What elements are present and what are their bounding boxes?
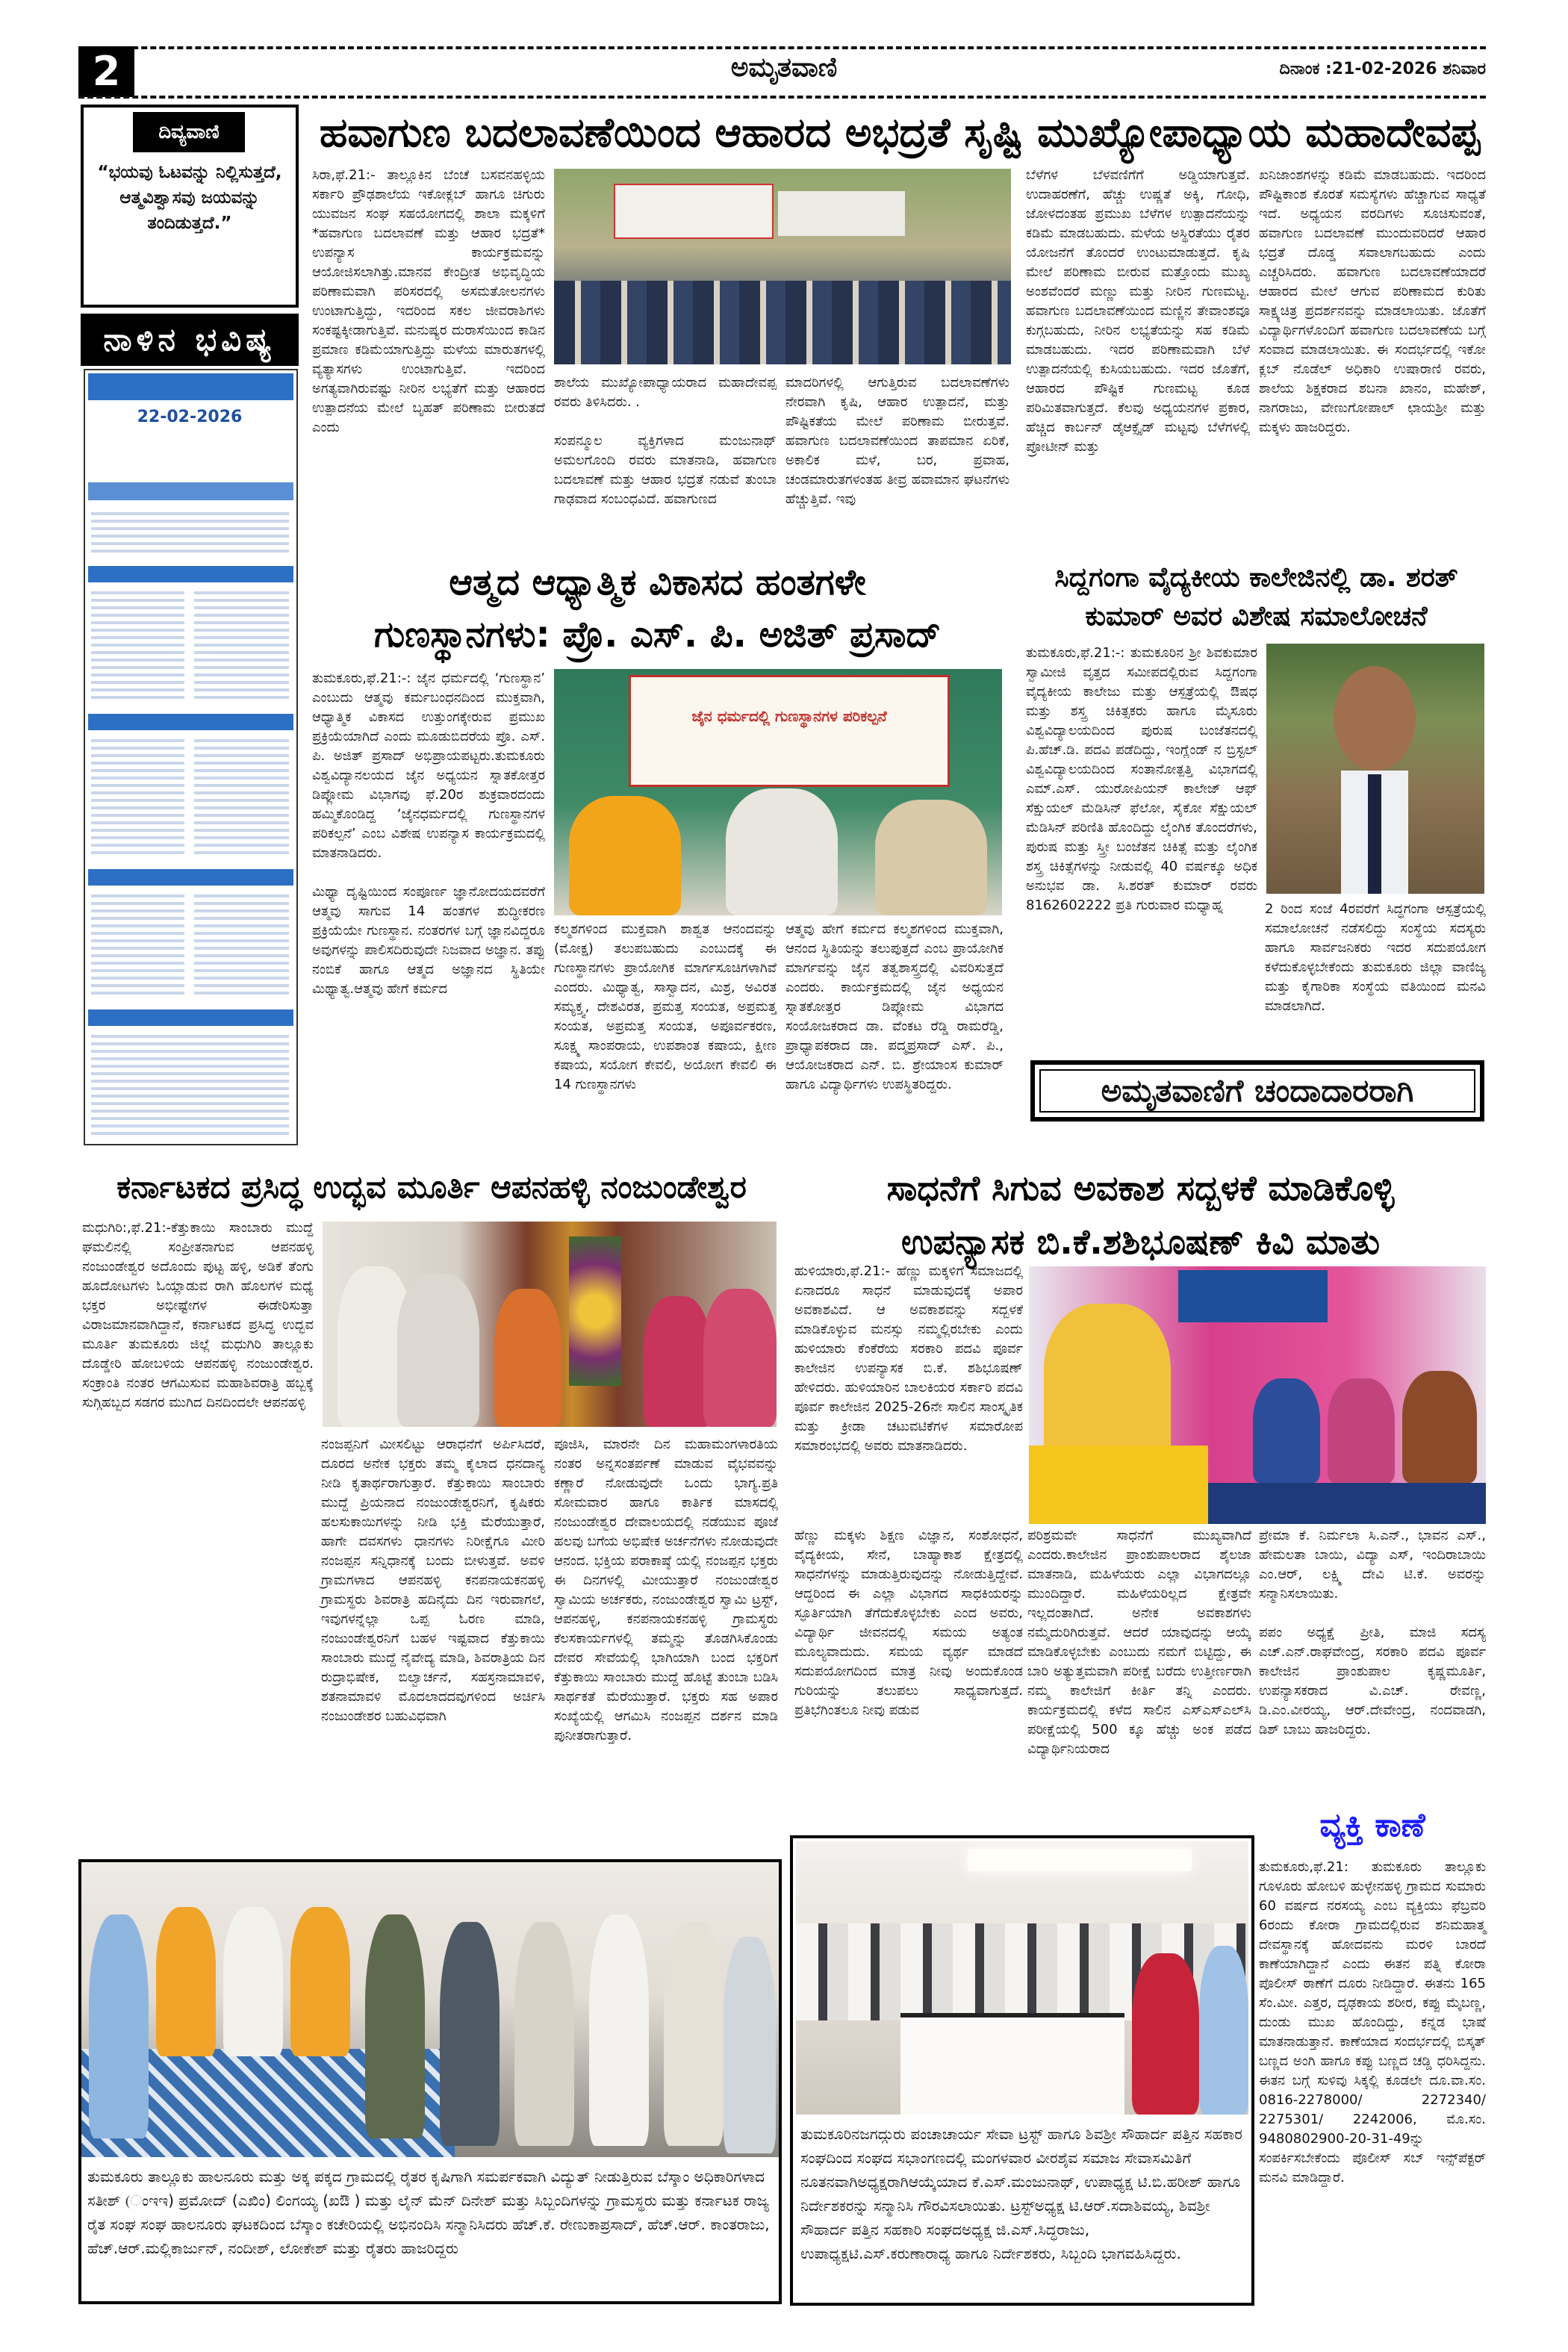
divyavani-box (81, 105, 299, 308)
paragraph: 2 ರಿಂದ ಸಂಜೆ 4ರವರೆಗೆ ಸಿದ್ಧಗಂಗಾ ಆಸ್ಪತ್ರೆಯಲ್ಲಿ ಸಮಾಲೋಚನೆ ನಡೆಸಲಿದ್ದು ಸಂಸ್ಥೆಯ ಸದಸ್ಯರು ಹಾಗೂ ಸಾರ್ವಜನಿಕರು ಇದರ ಸದುಪಯೋಗ ಕಳೆದುಕೊಳ್ಳಬೇಕೆಂದು ತುಮಕೂರು ಜಿಲ್ಲಾ ವಾಣಿಜ್ಯ ಮತ್ತು ಕೈಗಾರಿಕಾ ಸಂಸ್ಥೆಯ ವತಿಯಿಂದ ಮನವಿ ಮಾಡಲಾಗಿದೆ. (1265, 901, 1486, 1014)
headline-line: ಸಾಧನೆಗೆ ಸಿಗುವ ಅವಕಾಶ ಸದ್ಬಳಕೆ ಮಾಡಿಕೊಳ್ಳಿ (886, 1168, 1395, 1208)
jain-photo (554, 669, 1002, 915)
headline-line: ಗುಣಸ್ಥಾನಗಳು: ಪ್ರೊ. ಎಸ್. ಪಿ. ಅಜಿತ್ ಪ್ರಸಾದ್ (373, 614, 942, 656)
doctor-col-2 (1265, 900, 1486, 1016)
table (1208, 1483, 1486, 1524)
page-number: 2 (78, 46, 134, 97)
paragraph: ಮಧುಗಿರಿ:,ಫೆ.21:-ಕೆತ್ತುಕಾಯಿ ಸಾಂಬಾರು ಮುದ್ದೆ ಘಮಲಿನಲ್ಲಿ ಸಂಪ್ರೀತನಾಗುವ ಆಪನಹಳ್ಳಿ ನಂಜುಂಡೇಶ್ವರ ಅದೊಂದು ಪುಟ್ಟ ಹಳ್ಳಿ, ಅಡಿಕೆ ತೆಂಗು ಹೂದೋಟಗಳು ಓಯ್ಲಾಡುವ ರಾಗಿ ಹೊಲಗಳ ಮಧ್ಯೆ ಭಕ್ತರ ಅಭೀಷ್ಟೇಗಳ ಈಡೇರಿಸುತ್ತಾ ವಿರಾಜಮಾನವಾಗಿದ್ದಾನೆ, ಕರ್ನಾಟಕದ ಪ್ರಸಿದ್ಧ ಉದ್ಭವ ಮೂರ್ತಿ ತುಮಕೂರು ಜಿಲ್ಲೆ ಮಧುಗಿರಿ ತಾಲ್ಲೂಕು ದೊಡ್ಡೇರಿ ಹೋಬಳಿಯ ಆಪನಹಳ್ಳಿ ನಂಜುಂಡೇಶ್ವರ. ಸಂಕ್ರಾಂತಿ ನಂತರ ಆಗಮಿಸುವ ಮಹಾಶಿವರಾತ್ರಿ ಹಬ್ಬಕ್ಕೆ ಸುಗ್ಗಿಹಬ್ಬದ ಸಡಗರ ಮುಗಿದ ದಿನದಿಂದಲೇ ಆಪನಹಳ್ಳಿ (82, 1220, 314, 1410)
paragraph: ಕಲ್ಮಶಗಳಿಂದ ಮುಕ್ತವಾಗಿ ಶಾಶ್ವತ ಆನಂದವನ್ನು (ಮೋಕ್ಷ) ತಲುಪಬಹುದು ಎಂಬುದಕ್ಕೆ ಈ ಗುಣಸ್ಥಾನಗಳು ಪ್ರಾಯೋಗಿಕ ಮಾರ್ಗಸೂಚಿಗಳಾಗಿವೆ ಎಂದರು. ಮಿಥ್ಯಾತ್ವ, ಸಾಸ್ವಾದನ, ಮಿಶ್ರ, ಅವಿರತ ಸಮ್ಯಕ್ತ್ವ, ದೇಶವಿರತ, ಪ್ರಮತ್ತ ಸಂಯತ, ಅಪ್ರಮತ್ತ ಸಂಯತ, ಅಪ್ರಮತ್ತ ಸಂಯತ, ಅಪೂರ್ವಕರಣ, ಸೂಕ್ಷ್ಮ ಸಾಂಪರಾಯ, ಉಪಶಾಂತ ಕಷಾಯ, ಕ್ಷೀಣ ಕಷಾಯ, ಸಯೋಗ ಕೇವಲಿ, ಅಯೋಗ ಕೇವಲಿ ಈ 14 ಗುಣಸ್ಥಾನಗಳು (554, 921, 777, 1092)
temple-col-3 (554, 1435, 778, 1746)
headline-line: ಆತ್ಮದ ಆಧ್ಯಾತ್ಮಿಕ ವಿಕಾಸದ ಹಂತಗಳೇ (449, 561, 866, 603)
headline-missing-person: ವ್ಯಕ್ತಿ ಕಾಣೆ (1319, 1806, 1425, 1844)
person (1132, 1953, 1199, 2115)
paragraph: ತುಮಕೂರು,ಫೆ.21:-: ತುಮಕೂರಿನ ಶ್ರೀ ಶಿವಕುಮಾರ ಸ್ವಾಮೀಜಿ ವೃತ್ತದ ಸಮೀಪದಲ್ಲಿರುವ ಸಿದ್ದಗಂಗಾ ವೈದ್ಯಕೀಯ ಕಾಲೇಜು ಮತ್ತು ಆಸ್ಪತ್ರೆಯಲ್ಲಿ ಔಷಧ ಮತ್ತು ಶಸ್ತ್ರ ಚಿಕಿತ್ಸಕರು ಹಾಗೂ ಮೈಸೂರು ವಿಶ್ವವಿದ್ಯಾಲಯದಿಂದ ಪುರುಷ ಬಂಜೆತನದಲ್ಲಿ ಪಿ.ಹೆಚ್.ಡಿ. ಪದವಿ ಪಡೆದಿದ್ದು, ಇಂಗ್ಲೆಂಡ್ ನ ಬ್ರಿಸ್ಟಲ್ ವಿಶ್ವವಿದ್ಯಾಲಯದಿಂದ ಸಂತಾನೋತ್ಪತ್ತಿ ವಿಭಾಗದಲ್ಲಿ ಎಮ್.ಎಸ್. ಯುರೋಪಿಯನ್ ಕಾಲೇಜ್ ಆಫ್ ಸೆಕ್ಷುಯಲ್ ಮೆಡಿಸಿನ್ ಫೆಲೋ, ಸೈಕೋ ಸೆಕ್ಷುಯಲ್ ಮೆಡಿಸಿನ್ ಪರಿಣಿತಿ ಹೊಂದಿದ್ದು ಲೈಂಗಿಕ ತೊಂದರೆಗಳು, ಪುರುಷ ಮತ್ತು ಸ್ತ್ರೀ ಬಂಜೆತನ ಚಿಕಿತ್ಸೆ ಮತ್ತು ಲೈಂಗಿಕ ಶಸ್ತ್ರ ಚಿಕಿತ್ಸೆಗಳನ್ನು ನೀಡುವಲ್ಲಿ 40 ವರ್ಷಕ್ಕೂ ಅಧಿಕ ಅನುಭವ ಡಾ. ಸಿ.ಶರತ್ ಕುಮಾರ್ ರವರು 8162602222 ಪ್ರತಿ ಗುರುವಾರ ಮಧ್ಯಾಹ್ನ (1026, 645, 1257, 913)
paragraph: ಆತ್ಮವು ಹೇಗೆ ಕರ್ಮದ ಕಲ್ಮಶಗಳಿಂದ ಮುಕ್ತವಾಗಿ, ಆನಂದ ಸ್ಥಿತಿಯನ್ನು ತಲುಪುತ್ತದೆ ಎಂಬ ಪ್ರಾಯೋಗಿಕ ಮಾರ್ಗವನ್ನು ಜೈನ ತತ್ವಶಾಸ್ತ್ರದಲ್ಲಿ ವಿವರಿಸುತ್ತದೆ ಎಂದರು. ಕಾರ್ಯಕ್ರಮದಲ್ಲಿ ಜೈನ ಅಧ್ಯಯನ ಸ್ನಾತಕೋತ್ತರ ಡಿಪ್ಲೋಮ ವಿಭಾಗದ ಸಂಯೋಜಕರಾದ ಡಾ. ವೆಂಕಟ ರೆಡ್ಡಿ ರಾಮರೆಡ್ಡಿ, ಪ್ರಾಧ್ಯಾಪಕರಾದ ಡಾ. ಪದ್ಮಪ್ರಸಾದ್ ಎಸ್. ಪಿ., ಆಯೋಜಕರಾದ ಎನ್. ಬಿ. ಶ್ರೇಯಾಂಸ ಕುಮಾರ್ ಹಾಗೂ ವಿದ್ಯಾರ್ಥಿಗಳು ಉಪಸ್ಥಿತರಿದ್ದರು. (785, 921, 1004, 1092)
person (1199, 1946, 1248, 2115)
temple-col-2 (321, 1435, 545, 1726)
person (397, 1274, 479, 1427)
college-col-2 (794, 1526, 1023, 1720)
headline-climate: ಹವಾಗುಣ ಬದಲಾವಣೆಯಿಂದ ಆಹಾರದ ಅಭದ್ರತೆ ಸೃಷ್ಟಿ ಮುಖ್ಯೋಪಾಧ್ಯಾಯ ಮಹಾದೇವಪ್ಪ (319, 109, 1481, 156)
speaker (1044, 1304, 1171, 1468)
photo-banner: ಜೈನ ಧರ್ಮದಲ್ಲಿ ಗುಣಸ್ಥಾನಗಳ ಪರಿಕಲ್ಪನೆ (629, 675, 950, 787)
divyavani-quote: “ಭಯವು ಓಟವನ್ನು ನಿಲ್ಲಿಸುತ್ತದೆ, ಆತ್ಮವಿಶ್ವಾಸವು ಜಯವನ್ನು ತಂದಿಡುತ್ತದೆ.” (97, 163, 282, 233)
headline-doctor: ಸಿದ್ದಗಂಗಾ ವೈದ್ಯಕೀಯ ಕಾಲೇಜಿನಲ್ಲಿ ಡಾ. ಶರತ್ ಕುಮಾರ್ ಅವರ ವಿಶೇಷ ಸಮಾಲೋಚನೆ (1054, 562, 1458, 632)
paragraph: ಪ್ರೇಮಾ ಕೆ. ನಿರ್ಮಲಾ ಸಿ.ಎನ್., ಭಾವನ ಎಸ್., ಹೇಮಲತಾ ಬಾಯಿ, ವಿದ್ಯಾ ಎಸ್, ಇಂದಿರಾಬಾಯಿ ಎಂ.ಆರ್, ಲಕ್ಷ್ಮಿ ದೇವಿ ಟಿ.ಕೆ. ಅವರನ್ನು ಸನ್ಮಾನಿಸಲಾಯಿತು. (1259, 1528, 1486, 1602)
headline-line: ಉಪನ್ಯಾಸಕ ಬಿ.ಕೆ.ಶಶಿಭೂಷಣ್ ಕಿವಿ ಮಾತು (900, 1222, 1381, 1262)
paragraph: ಖನಿಜಾಂಶಗಳನ್ನು ಕಡಿಮೆ ಮಾಡಬಹುದು. ಇದರಿಂದ ಪೌಷ್ಟಿಕಾಂಶ ಕೊರತೆ ಸಮಸ್ಯೆಗಳು ಹೆಚ್ಚಾಗುವ ಸಾಧ್ಯತೆ ಇದೆ. ಅಧ್ಯಯನ ವರದಿಗಳು ಸೂಚಿಸುವಂತೆ, ಹವಾಗುಣ ಬದಲಾವಣೆ ಮುಂದುವರಿದರೆ ಆಹಾರ ಭದ್ರತೆ ದೊಡ್ಡ ಸವಾಲಾಗಬಹುದು ಎಂದು ಎಚ್ಚರಿಸಿದರು. ಹವಾಗುಣ ಬದಲಾವಣೆಯಾದರೆ ಆಹಾರದ ಮೇಲೆ ಆಗುವ ಪರಿಣಾಮದ ಕುರಿತು ಸಾಕ್ಷ್ಯಚಿತ್ರ ಪ್ರದರ್ಶನವನ್ನು ಮಾಡಲಾಯಿತು. ಜೊತೆಗೆ ವಿದ್ಯಾರ್ಥಿಗಳೊಂದಿಗೆ ಹವಾಗುಣ ಬದಲಾವಣೆಯ ಬಗ್ಗೆ ಸಂವಾದ ಮಾಡಲಾಯಿತು. ಈ ಸಂದರ್ಭದಲ್ಲಿ ಇಕೋ ಕ್ಲಬ್ ನೊಡೆಲ್ ಅಧಿಕಾರಿ ಉಷಾರಾಣಿ ರವರು, ಶಾಲೆಯ ಶಿಕ್ಷಕರಾದ ಶಬನಾ ಖಾನಂ, ಮಹೇಶ್, ನಾಗರಾಜು, ವೇಣುಗೋಪಾಲ್ ಛಾಯಶ್ರೀ ಮತ್ತು ಮಕ್ಕಳು ಹಾಜರಿದ್ದರು. (1259, 167, 1486, 435)
banner (614, 184, 774, 239)
horoscope-title: ನಾಳಿನ ಭವಿಷ್ಯ (81, 314, 299, 366)
headline-college (795, 1161, 1486, 1269)
paragraph: ಹುಳಿಯಾರು,ಫೆ.21:- ಹೆಣ್ಣು ಮಕ್ಕಳಿಗೆ ಸಮಾಜದಲ್ಲಿ ಏನಾದರೂ ಸಾಧನೆ ಮಾಡುವುದಕ್ಕೆ ಅಪಾರ ಅವಕಾಶವಿದೆ. ಆ ಅವಕಾಶವನ್ನು ಸದ್ಬಳಕೆ ಮಾಡಿಕೊಳ್ಳುವ ಮನಸ್ಸು ನಮ್ಮಲ್ಲಿರಬೇಕು ಎಂದು ಹುಳಿಯಾರು ಕೆಂಕೆರೆಯ ಸರಕಾರಿ ಪದವಿ ಪೂರ್ವ ಕಾಲೇಜಿನ ಉಪನ್ಯಾಸಕ ಬಿ.ಕೆ. ಶಶಿಭೂಷಣ್ ಹೇಳಿದರು. ಹುಳಿಯಾರಿನ ಬಾಲಕಿಯರ ಸರ್ಕಾರಿ ಪದವಿ ಪೂರ್ವ ಕಾಲೇಜಿನ 2025-26ನೇ ಸಾಲಿನ ಸಾಂಸ್ಕೃತಿಕ ಮತ್ತು ಕ್ರೀಡಾ ಚಟುವಟಿಕೆಗಳ ಸಮಾರೋಪ ಸಮಾರಂಭದಲ್ಲಿ ಅವರು ಮಾತನಾಡಿದರು. (794, 1263, 1023, 1454)
face (1334, 666, 1416, 771)
doctor-portrait (1266, 644, 1484, 894)
top-rule (78, 46, 1486, 49)
paragraph: ಪಪಂ ಅಧ್ಯಕ್ಷೆ ಪ್ರೀತಿ, ಮಾಜಿ ಸದಸ್ಯ ಎಚ್.ಎನ್.ರಾಘವೇಂದ್ರ, ಸರಕಾರಿ ಪದವಿ ಪೂರ್ವ ಕಾಲೇಜಿನ ಪ್ರಾಂಶುಪಾಲ ಕೃಷ್ಣಮೂರ್ತಿ, ಉಪನ್ಯಾಸಕರಾದ ವಿ.ಎಚ್. ರೇವಣ್ಣ, ಡಿ.ಎಂ.ವೀರಯ್ಯ, ಆರ್.ದೇವೇಂದ್ರ, ನಂದವಾಡಗಿ, ಡಿಶ್ ಬಾಬು ಹಾಜರಿದ್ದರು. (1259, 1625, 1486, 1737)
masthead-title: ಅಮೃತವಾಣಿ (730, 52, 838, 83)
climate-col-4 (1026, 166, 1250, 457)
paragraph: ಪರಿಶ್ರಮವೇ ಸಾಧನೆಗೆ ಮುಖ್ಯವಾಗಿದೆ ಎಂದರು.ಕಾಲೇಜಿನ ಪ್ರಾಂಶುಪಾಲರಾದ ಶೈಲಜಾ ಮಾತನಾಡಿ, ಮಹಿಳೆಯರು ಎಲ್ಲಾ ವಿಭಾಗದಲ್ಲೂ ಮುಂದಿದ್ದಾರೆ. ಮಹಿಳೆಯರಿಲ್ಲದ ಕ್ಷೇತ್ರವೇ ಇಲ್ಲದಂತಾಗಿದೆ. ಅನೇಕ ಅವಕಾಶಗಳು ನಮ್ಮೆದುರಿಗಿರುತ್ತವೆ. ಆದರೆ ಯಾವುದನ್ನು ಆಯ್ಕೆ ಮಾಡಿಕೊಳ್ಳಬೇಕು ಎಂಬುದು ನಮಗೆ ಬಿಟ್ಟಿದ್ದು, ಈ ಬಾರಿ ಅತ್ಯುತ್ತಮವಾಗಿ ಪರೀಕ್ಷೆ ಬರೆದು ಉತ್ತೀರ್ಣರಾಗಿ ನಮ್ಮ ಕಾಲೇಜಿಗೆ ಕೀರ್ತಿ ತನ್ನಿ ಎಂದರು. ಕಾರ್ಯಕ್ರಮದಲ್ಲಿ ಕಳೆದ ಸಾಲಿನ ಎಸ್ಎಸ್ಎಲ್‌ಸಿ ಪರೀಕ್ಷೆಯಲ್ಲಿ 500 ಕ್ಕೂ ಹೆಚ್ಚು ಅಂಕ ಪಡೆದ ವಿದ್ಯಾರ್ಥಿನಿಯರಾದ (1027, 1528, 1251, 1757)
person (724, 1937, 776, 2153)
tie (1368, 774, 1381, 894)
jain-col-2 (554, 920, 777, 1095)
person (440, 1922, 500, 2146)
deity-idol (569, 1236, 621, 1386)
seva-trust-caption: ತುಮಕೂರಿನಜಗದ್ಗುರು ಪಂಚಾಚಾರ್ಯ ಸೇವಾ ಟ್ರಸ್ಟ್ ಹಾಗೂ ಶಿವಶ್ರೀ ಸೌಹಾರ್ದ ಪತ್ತಿನ ಸಹಕಾರ ಸಂಘದಿಂದ ಸಂಘದ ಸಭಾಂಗಣದಲ್ಲಿ ಮಂಗಳವಾರ ವೀರಶೈವ ಸಮಾಜ ಸೇವಾಸಮಿತಿಗೆ ನೂತನವಾಗಿಅಧ್ಯಕ್ಷರಾಗಿಆಯ್ಕೆಯಾದ ಕೆ.ಎಸ್.ಮಂಜುನಾಥ್, ಉಪಾಧ್ಯಕ್ಷ ಟಿ.ಬಿ.ಹರೀಶ್ ಹಾಗೂ ನಿರ್ದೇಶಕರನ್ನು ಸನ್ಮಾನಿಸಿ ಗೌರವಿಸಲಾಯಿತು. ಟ್ರಸ್ಟ್ಅಧ್ಯಕ್ಷ ಟಿ.ಆರ್.ಸದಾಶಿವಯ್ಯ, ಶಿವಶ್ರೀ ಸೌಹಾರ್ದ ಪತ್ತಿನ ಸಹಕಾರಿ ಸಂಘದಅಧ್ಯಕ್ಷ ಜಿ.ಎಸ್.ಸಿದ್ಧರಾಜು, ಉಪಾಧ್ಯಕ್ಷಟಿ.ಎಸ್.ಕರುಣಾರಾಧ್ಯ ಹಾಗೂ ನಿರ್ದೇಶಕರು, ಸಿಬ್ಬಂದಿ ಭಾಗವಹಿಸಿದ್ದರು. (800, 2125, 1242, 2262)
person (514, 1922, 574, 2146)
person (1402, 1371, 1477, 1483)
banner (1178, 1270, 1328, 1322)
issue-date: ದಿನಾಂಕ :21-02-2026 ಶನಿವಾರ (1279, 60, 1486, 78)
paragraph: ಸಿರಾ,ಫೆ.21:- ತಾಲ್ಲೂಕಿನ ಬೆಂಚೆ ಬಸವನಹಳ್ಳಿಯ ಸರ್ಕಾರಿ ಪ್ರೌಢಶಾಲೆಯ ಇಕೋಕ್ಲಬ್ ಹಾಗೂ ಚಿಗುರು ಯುವಜನ ಸಂಘ ಸಹಯೋಗದಲ್ಲಿ ಶಾಲಾ ಮಕ್ಕಳಿಗೆ *ಹವಾಗುಣ ಬದಲಾವಣೆ ಮತ್ತು ಆಹಾರ ಭದ್ರತೆ* ಉಪನ್ಯಾಸ ಕಾರ್ಯಕ್ರಮವನ್ನು ಆಯೋಜಿಸಲಾಗಿತ್ತು.ಮಾನವ ಕೇಂದ್ರೀತ ಅಭಿವೃದ್ಧಿಯ ಪರಿಣಾಮವಾಗಿ ಪರಿಸರದಲ್ಲಿ ಅಸಮತೋಲನಗಳು ಉಂಟಾಗುತ್ತಿದ್ದು, ಇದರಿಂದ ಸಕಲ ಜೀವರಾಶಿಗಳು ಸಂಕಷ್ಟಕ್ಕೀಡಾಗುತ್ತಿವೆ. ಮನುಷ್ಯರ ದುರಾಸೆಯಿಂದ ಕಾಡಿನ ಪ್ರಮಾಣ ಕಡಿಮೆಯಾಗುತ್ತಿದ್ದು ಮಳೆಯ ಮಾರುತಗಳಲ್ಲಿ ವ್ಯತ್ಯಾಸಗಳು ಉಂಟಾಗುತ್ತಿವೆ. ಇದರಿಂದ ಅಗತ್ಯವಾಗಿರುವಷ್ಟು ನೀರಿನ ಲಭ್ಯತೆಗೆ ಮತ್ತು ಆಹಾರದ ಉತ್ಪಾದನೆಯ ಮೇಲೆ ಬೃಹತ್ ಪರಿಣಾಮ ಬೀರುತದೆ ಎಂದು (312, 167, 545, 435)
paragraph: ನಂಜಪ್ಪನಿಗೆ ಮೀಸಲಿಟ್ಟು ಆರಾಧನೆಗೆ ಅರ್ಪಿಸಿದರೆ, ದೂರದ ಅನೇಕ ಭಕ್ತರು ತಮ್ಮ ಕೈಲಾದ ಧನದಾನ್ಯ ನೀಡಿ ಕೃತಾರ್ಥರಾಗುತ್ತಾರೆ. ಕೆತ್ತುಕಾಯಿ ಸಾಂಬಾರು ಮುದ್ದೆ ಪ್ರಿಯನಾದ ನಂಜುಂಡೇಶ್ವರನಿಗೆ, ಕೃಷಿಕರು ಹಲಸುಕಾಯಿಗಳನ್ನು ನೀಡಿ ಭಕ್ತಿ ಮೆರೆಯುತ್ತಾರೆ, ಹಾಗೇ ದವಸಗಳು ಧಾನಗಳು ನಿರೀಕ್ಷೆಗೂ ಮೀರಿ ನಂಜಪ್ಪನ ಸನ್ನಿಧಾನಕ್ಕೆ ಬಂದು ಬೀಳುತ್ತವೆ. ಅವಳಿ ಗ್ರಾಮಗಳಾದ ಆಪನಹಳ್ಳಿ ಕನಪನಾಯಕನಹಳ್ಳಿ ಗ್ರಾಮಸ್ಥರು ಶಿವರಾತ್ರಿ ಹದಿನೈದು ದಿನ ಇರುವಾಗಲೆ, ಇವುಗಳನ್ನೆಲ್ಲಾ ಒಪ್ಪ ಓರಣ ಮಾಡಿ, ನಂಜುಂಡೇಶ್ವರನಿಗೆ ಬಹಳ ಇಷ್ಟವಾದ ಕೆತ್ತುಕಾಯಿ ಸಾಂಬಾರು ಮುದ್ದೆ ನೈವೇದ್ಯ ಮಾಡಿ, ಶಿವರಾತ್ರಿಯ ದಿನ ರುದ್ರಾಭಿಷೇಕ, ಬಿಲ್ವಾರ್ಚನೆ, ಸಹಸ್ರನಾಮಾವಳಿ, ಶತನಾಮಾವಳಿ ಮೊದಲಾದದವುಗಳಿಂದ ಅರ್ಚಿಸಿ ನಂಜುಂಡೇಶರ ಬಹುವಿಧವಾಗಿ (321, 1437, 545, 1724)
horoscope-image (84, 369, 298, 1145)
horoscope-date: 22-02-2026 (137, 408, 243, 426)
person (569, 796, 681, 915)
paragraph: ತುಮಕೂರು,ಫೆ.21: ತುಮಕೂರು ತಾಲ್ಲೂಕು ಗೂಳೂರು ಹೋಬಳಿ ಹುಳ್ಳೇನಹಳ್ಳಿ ಗ್ರಾಮದ ಸುಮಾರು 60 ವರ್ಷದ ನರಸಯ್ಯ ಎಂಬ ವ್ಯಕ್ತಿಯು ಫೆಬ್ರವರಿ 6ರಂದು ಕೋರಾ ಗ್ರಾಮದಲ್ಲಿರುವ ಶನಿಮಹಾತ್ಮ ದೇವಸ್ಥಾನಕ್ಕೆ ಹೋದವನು ಮರಳಿ ಬಾರದೆ ಕಾಣೆಯಾಗಿದ್ದಾನೆ ಎಂದು ಈತನ ಪತ್ನಿ ಕೋರಾ ಪೊಲೀಸ್ ಠಾಣೆಗೆ ದೂರು ನೀಡಿದ್ದಾರೆ. ಈತನು 165 ಸೆಂ.ಮೀ. ಎತ್ತರ, ದೃಢಕಾಯ ಶರೀರ, ಕಪ್ಪು ಮೈಬಣ್ಣ, ದುಂಡು ಮುಖ ಹೊಂದಿದ್ದು, ಕನ್ನಡ ಭಾಷೆ ಮಾತನಾಡುತ್ತಾನೆ. ಕಾಣೆಯಾದ ಸಂದರ್ಭದಲ್ಲಿ ಬಿಸ್ಕತ್ ಬಣ್ಣದ ಅಂಗಿ ಹಾಗೂ ಕಪ್ಪು ಬಣ್ಣದ ಚಡ್ಡಿ ಧರಿಸಿದ್ದನು. ಈತನ ಬಗ್ಗೆ ಸುಳಿವು ಸಿಕ್ಕಲ್ಲಿ ಕೂಡಲೇ ದೂ.ವಾ.ಸಂ. 0816-2278000/ 2272340/ 2275301/ 2242006, ಮೊ.ಸಂ. 9480802900-20-31-49ನ್ನು ಸಂಪರ್ಕಿಸಬೇಕೆಂದು ಪೊಲೀಸ್ ಸಬ್ ಇನ್ಸ್‌ಪೆಕ್ಟರ್ ಮನವಿ ಮಾಡಿದ್ದಾರೆ. (1259, 1859, 1486, 2185)
person (875, 800, 987, 915)
priest (494, 1289, 561, 1427)
person (223, 1907, 283, 2056)
person (589, 1914, 649, 2146)
ceiling-light (968, 1849, 1192, 1871)
paragraph: ಬೆಳೆಗಳ ಬೆಳವಣಿಗೆಗೆ ಅಡ್ಡಿಯಾಗುತ್ತವೆ. ಉದಾಹರಣೆಗೆ, ಹೆಚ್ಚು ಉಷ್ಣತೆ ಅಕ್ಕಿ, ಗೋಧಿ, ಜೋಳದಂತಹ ಪ್ರಮುಖ ಬೆಳೆಗಳ ಉತ್ಪಾದನೆಯನ್ನು ಕಡಿಮೆ ಮಾಡಬಹುದು. ಮಳೆಯ ಅಸ್ಥಿರತೆಯು ರೈತರ ಯೋಜನೆಗೆ ತೊಂದರೆ ಉಂಟುಮಾಡುತ್ತದೆ. ಕೃಷಿ ಮೇಲೆ ಪರಿಣಾಮ ಬೀರುವ ಮತ್ತೊಂದು ಮುಖ್ಯ ಅಂಶವೆಂದರೆ ಮಣ್ಣು ಮತ್ತು ನೀರಿನ ಗುಣಮಟ್ಟ. ಹವಾಗುಣ ಬದಲಾವಣೆಯಿಂದ ಮಣ್ಣಿನ ತೇವಾಂಶವೂ ಕುಗ್ಗಬಹುದು, ನೀರಿನ ಲಭ್ಯತೆಯನ್ನು ಸಹ ಕಡಿಮೆ ಮಾಡಬಹುದು. ಇದರ ಪರಿಣಾಮವಾಗಿ ಬೆಳೆ ಉತ್ಪಾದನೆಯಲ್ಲಿ ಕುಸಿಯಬಹುದು. ಇದರ ಜೊತೆಗೆ, ಆಹಾರದ ಪೌಷ್ಟಿಕ ಗುಣಮಟ್ಟ ಕೂಡ ಪರಿಮಿತವಾಗುತ್ತದೆ. ಕೆಲವು ಅಧ್ಯಯನಗಳ ಪ್ರಕಾರ, ಹೆಚ್ಚಿದ ಕಾರ್ಬನ್ ಡೈಆಕ್ಸೈಡ್ ಮಟ್ಟವು ಬೆಳೆಗಳಲ್ಲಿ ಪ್ರೋಟೀನ್ ಮತ್ತು (1026, 167, 1250, 455)
person (1328, 1378, 1395, 1483)
divyavani-label: ದಿವ್ಯವಾಣಿ (133, 112, 245, 152)
person (703, 1289, 777, 1427)
jain-col-3 (785, 920, 1004, 1095)
person (664, 1922, 724, 2146)
felicitation-caption: ತುಮಕೂರು ತಾಲ್ಲೂಕು ಹಾಲನೂರು ಮತ್ತು ಅಕ್ಕ ಪಕ್ಕದ ಗ್ರಾಮದಲ್ಲಿ ರೈತರ ಕೃಷಿಗಾಗಿ ಸಮರ್ಪಕವಾಗಿ ವಿದ್ಯುತ್ ನೀಡುತ್ತಿರುವ ಬೆಸ್ಕಾಂ ಅಧಿಕಾರಿಗಳಾದ ಸತೀಶ್ (ಂಇಇ) ಪ್ರಮೋದ್ (ಎಖಿಂ) ಲಿಂಗಯ್ಯ (ಖಔ ) ಮತ್ತು ಲೈನ್ ಮೆನ್ ದಿನೇಶ್ ಮತ್ತು ಸಿಬ್ಬಂದಿಗಳನ್ನು ಗ್ರಾಮಸ್ಥರು ಮತ್ತು ಕರ್ನಾಟಕ ರಾಜ್ಯ ರೈತ ಸಂಘ ಸಂಘ ಹಾಲನೂರು ಘಟಕದಿಂದ ಬೆಸ್ಕಾಂ ಕಚೇರಿಯಲ್ಲಿ ಅಭಿನಂದಿಸಿ ಸನ್ಮಾನಿಸಿದರು ಹೆಚ್.ಕೆ. ರೇಣುಕಾಪ್ರಸಾದ್, ಹೆಚ್.ಆರ್. ಕಾಂತರಾಜು, ಹೆಚ್.ಆರ್.ಮಲ್ಲಿಕಾರ್ಜುನ್, ನಂದೀಶ್, ಲೋಕೇಶ್ ಮತ್ತು ರೈತರು ಹಾಜರಿದ್ದರು (87, 2168, 770, 2257)
temple-photo (323, 1222, 777, 1427)
college-col-1 (794, 1262, 1023, 1456)
paragraph: ಸಂಪನ್ಮೂಲ ವ್ಯಕ್ತಿಗಳಾದ ಮಂಜುನಾಥ್ ಅಮಲಗೊಂದಿ ರವರು ಮಾತನಾಡಿ, ಹವಾಗುಣ ಬದಲಾವಣೆ ಮತ್ತು ಆಹಾರ ಭದ್ರತೆ ನಡುವೆ ತುಂಬಾ ಗಾಢವಾದ ಸಂಬಂಧವಿದೆ. ಹವಾಗುಣದ (554, 433, 777, 507)
climate-photo (554, 169, 1011, 364)
headline-jain (312, 556, 1003, 661)
missing-person-body (1259, 1858, 1486, 2188)
doctor-col-1 (1026, 644, 1257, 915)
paragraph: ಹೆಣ್ಣು ಮಕ್ಕಳು ಶಿಕ್ಷಣ ವಿಜ್ಞಾನ, ಸಂಶೋಧನೆ, ವೈದ್ಯಕೀಯ, ಸೇನೆ, ಬಾಹ್ಯಾಕಾಶ ಕ್ಷೇತ್ರದಲ್ಲಿ ಸಾಧನೆಗಳನ್ನು ಮಾಡುತ್ತಿರುವುದನ್ನು ನೋಡುತ್ತಿದ್ದೇವೆ. ಆದ್ದರಿಂದ ಈ ಎಲ್ಲಾ ವಿಭಾಗದ ಸಾಧಕಿಯರನ್ನು ಸ್ಫೂರ್ತಿಯಾಗಿ ತೆಗೆದುಕೊಳ್ಳಬೇಕು ಎಂದ ಅವರು, ವಿದ್ಯಾರ್ಥಿ ಜೀವನದಲ್ಲಿ ಸಮಯ ಅತ್ಯಂತ ಮೂಲ್ಯವಾದುದು. ಸಮಯ ವ್ಯರ್ಥ ಮಾಡದೆ ಸದುಪಯೋಗದಿಂದ ಮಾತ್ರ ನೀವು ಅಂದುಕೊಂಡ ಗುರಿಯನ್ನು ತಲುಪಲು ಸಾಧ್ಯವಾಗುತ್ತದೆ. ಪ್ರತಿಭೆಗಿಂತಲೂ ನೀವು ಪಡುವ (794, 1528, 1023, 1718)
headline-temple: ಕರ್ನಾಟಕದ ಪ್ರಸಿದ್ಧ ಉದ್ಭವ ಮೂರ್ತಿ ಆಪನಹಳ್ಳಿ ನಂಜುಂಡೇಶ್ವರ (116, 1169, 747, 1205)
paragraph: ಶಾಲೆಯ ಮುಖ್ಯೋಪಾಧ್ಯಾಯರಾದ ಮಹಾದೇವಪ್ಪ ರವರು ತಿಳಿಸಿದರು. . (554, 375, 777, 410)
paragraph: ತುಮಕೂರು,ಫೆ.21:-: ಜೈನ ಧರ್ಮದಲ್ಲಿ ‘ಗುಣಸ್ಥಾನ’ ಎಂಬುದು ಆತ್ಮವು ಕರ್ಮಬಂಧನದಿಂದ ಮುಕ್ತವಾಗಿ, ಆಧ್ಯಾತ್ಮಿಕ ವಿಕಾಸದ ಉತ್ತುಂಗಕ್ಕೇರುವ ಪ್ರಮುಖ ಪ್ರಕ್ರಿಯೆಯಾಗಿದೆ ಎಂದು ಮೂಡುಬಿದರೆಯ ಪ್ರೊ. ಎಸ್. ಪಿ. ಅಜಿತ್ ಪ್ರಸಾದ್ ಅಭಿಪ್ರಾಯಪಟ್ಟರು.ತುಮಕೂರು ವಿಶ್ವವಿದ್ಯಾನಲಯದ ಜೈನ ಅಧ್ಯಯನ ಸ್ನಾತಕೋತ್ತರ ಡಿಪ್ಲೋಮ ವಿಭಾಗವು ಫೆ.20ರ ಶುಕ್ರವಾರದಂದು ಹಮ್ಮಿಕೊಂಡಿದ್ದ ‘ಜೈನಧರ್ಮದಲ್ಲಿ ಗುಣಸ್ಥಾನಗಳ ಪರಿಕಲ್ಪನೆ’ ಎಂಬ ವಿಶೇಷ ಉಪನ್ಯಾಸ ಕಾರ್ಯಕ್ರಮದಲ್ಲಿ ಮಾತನಾಡಿದರು. (312, 671, 545, 861)
podium (1029, 1446, 1208, 1524)
seva-trust-photo (796, 1841, 1248, 2115)
college-photo (1029, 1266, 1486, 1524)
jain-col-1 (312, 669, 545, 999)
college-col-3 (1027, 1526, 1251, 1759)
header-rule (78, 96, 1486, 99)
climate-col-1 (312, 166, 545, 438)
paragraph: ಮಾದರಿಗಳಲ್ಲಿ ಆಗುತ್ತಿರುವ ಬದಲಾವಣೆಗಳು ನೇರವಾಗಿ ಕೃಷಿ, ಆಹಾರ ಉತ್ಪಾದನೆ, ಮತ್ತು ಪೌಷ್ಟಿಕತೆಯ ಮೇಲೆ ಪರಿಣಾಮ ಬೀರುತ್ತವೆ. ಹವಾಗುಣ ಬದಲಾವಣೆಯಿಂದ ತಾಪಮಾನ ಏರಿಕೆ, ಅಕಾಲಿಕ ಮಳೆ, ಬರ, ಪ್ರವಾಹ, ಚಂಡಮಾರುತಗಳಂತಹ ತೀವ್ರ ಹವಾಮಾನ ಘಟನೆಗಳು ಹೆಚ್ಚುತ್ತಿವೆ. ಇವು (785, 375, 1009, 507)
temple-col-1 (82, 1219, 314, 1413)
subscribe-box[interactable]: ಅಮೃತವಾಣಿಗೆ ಚಂದಾದಾರರಾಗಿ (1030, 1060, 1484, 1121)
person (726, 788, 838, 915)
felicitation-box (78, 1859, 782, 2304)
climate-col-3 (785, 373, 1009, 509)
person (644, 1296, 711, 1427)
table (900, 2013, 1124, 2115)
person (290, 1907, 350, 2056)
person (156, 1907, 216, 2056)
paragraph: ಪೂಜಿಸಿ, ಮಾರನೇ ದಿನ ಮಹಾಮಂಗಳಾರತಿಯ ನಂತರ ಅನ್ನಸಂತರ್ಪಣೆ ಮಾಡುವ ವೈಭವವನ್ನು ಕಣ್ಣಾರೆ ನೋಡುವುದೇ ಒಂದು ಭಾಗ್ಯ.ಪ್ರತಿ ಸೋಮವಾರ ಹಾಗೂ ಕಾರ್ತಿಕ ಮಾಸದಲ್ಲಿ ನಂಜುಂಡೇಶ್ವರ ದೇವಾಲಯದಲ್ಲಿ ನಡೆಯುವ ಪೂಜೆ ಹಲವು ಬಗೆಯ ಅಭಿಷೇಕ ಅರ್ಚನೆಗಳು ನೋಡುವುದೇ ಆನಂದ. ಭಕ್ತಿಯ ಪರಾಕಾಷ್ಠೆ ಯಲ್ಲಿ ನಂಜಪ್ಪನ ಭಕ್ತರು ಈ ದಿನಗಳಲ್ಲಿ ಮೀಯುತ್ತಾರೆ ನಂಜುಂಡೇಶ್ವರ ಸ್ವಾಮಿಯ ಅರ್ಚಕರು, ನಂಜುಂಡೇಶ್ವರ ಸ್ವಾಮಿ ಟ್ರಸ್ಟ್, ಆಪನಹಳ್ಳಿ, ಕನಪನಾಯಕನಹಳ್ಳಿ ಗ್ರಾಮಸ್ಥರು ಕೆಲಸಕಾರ್ಯಗಳಲ್ಲಿ ತಮ್ಮನ್ನು ತೊಡಗಿಸಿಕೊಂಡು ದೇವರ ಸೇವೆಯಲ್ಲಿ ಭಾಗಿಯಾಗಿ ಬಂದ ಭಕ್ತರಿಗೆ ಕೆತ್ತುಕಾಯಿ ಸಾಂಬಾರು ಮುದ್ದೆ ಹೊಟ್ಟೆ ತುಂಬಾ ಬಡಿಸಿ ಸಾರ್ಥಕತೆ ಮೆರೆಯುತ್ತಾರೆ. ಭಕ್ತರು ಸಹ ಅಪಾರ ಸಂಖ್ಯೆಯಲ್ಲಿ ಆಗಮಿಸಿ ನಂಜಪ್ಪನ ದರ್ಶನ ಮಾಡಿ ಪುನೀತರಾಗುತ್ತಾರೆ. (554, 1437, 778, 1743)
felicitation-photo (81, 1862, 779, 2157)
person (365, 1914, 425, 2138)
paragraph: ಮಿಥ್ಯಾ ದೃಷ್ಟಿಯಿಂದ ಸಂಪೂರ್ಣ ಜ್ಞಾನೋದಯದವರೆಗೆ ಆತ್ಮವು ಸಾಗುವ 14 ಹಂತಗಳ ಶುದ್ಧೀಕರಣ ಪ್ರಕ್ರಿಯೆಯೇ ಗುಣಸ್ಥಾನ. ನಂತರಗಳ ಬಗ್ಗೆ ಜ್ಞಾನವಿದ್ದರೂ ಅವುಗಳನ್ನು ಪಾಲಿಸದಿರುವುದೇ ನಿಜವಾದ ಅಜ್ಞಾನ. ತಪ್ಪು ನಂಬಿಕೆ ಹಾಗೂ ಆತ್ಮದ ಅಜ್ಞಾನದ ಸ್ಥಿತಿಯೇ ಮಿಥ್ಯಾತ್ವ.ಆತ್ಮವು ಹೇಗೆ ಕರ್ಮದ (312, 884, 545, 997)
seva-trust-box (790, 1835, 1254, 2306)
person (89, 1914, 149, 2138)
banner (778, 191, 905, 236)
climate-col-5 (1259, 166, 1486, 438)
person (1253, 1378, 1320, 1483)
climate-col-2 (554, 373, 777, 509)
college-col-4 (1259, 1526, 1486, 1740)
students (554, 281, 1011, 364)
